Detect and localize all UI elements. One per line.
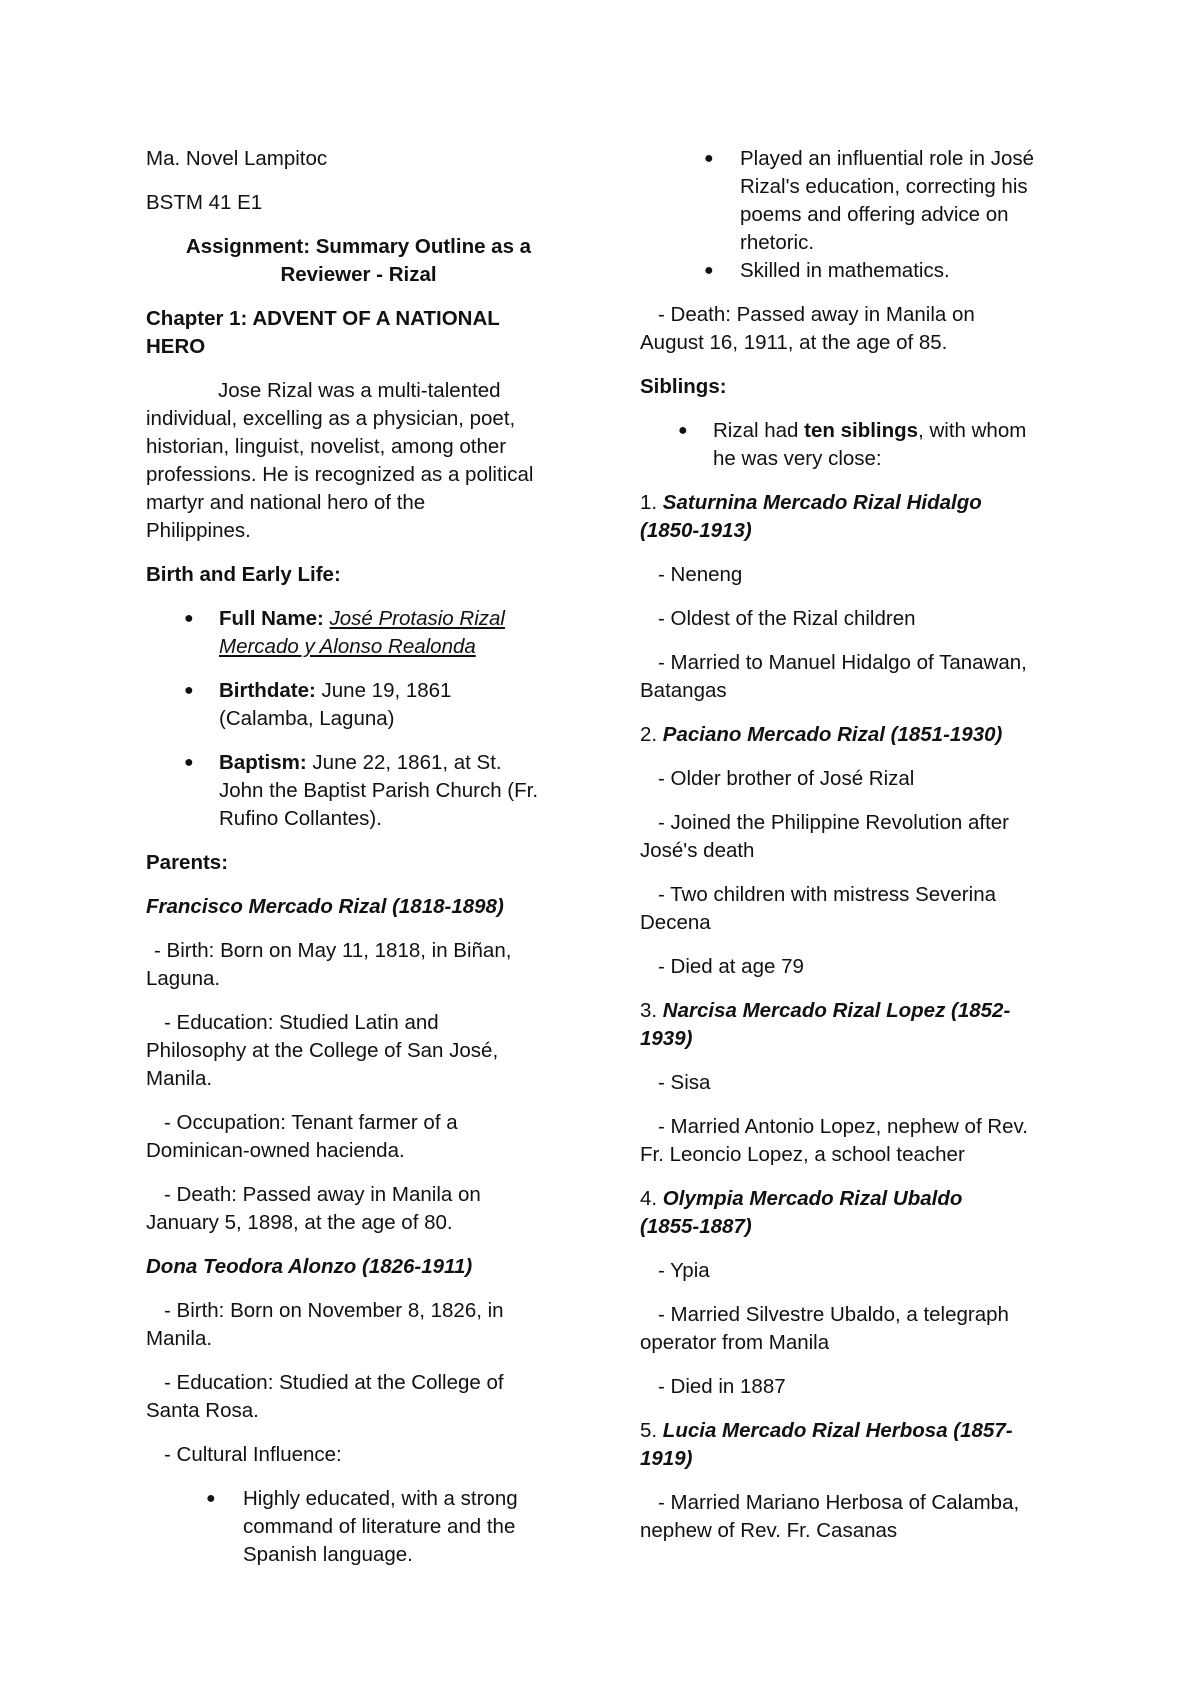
sibling-name: Olympia Mercado Rizal Ubaldo bbox=[662, 1187, 963, 1210]
birthdate-label: Birthdate: bbox=[219, 679, 316, 702]
mother-death: August 16, 1911, at the age of 85. bbox=[640, 331, 948, 354]
intro-line: professions. He is recognized as a political bbox=[146, 463, 534, 486]
sibling-detail: José's death bbox=[640, 839, 755, 862]
sibling-5-name bbox=[640, 1417, 1013, 1445]
father-detail: - Education: Studied Latin and bbox=[164, 1011, 439, 1034]
father-name: Francisco Mercado Rizal (1818-1898) bbox=[146, 895, 504, 918]
siblings-intro bbox=[713, 417, 1026, 445]
mother-detail: - Cultural Influence: bbox=[164, 1443, 342, 1466]
sibling-3-name bbox=[640, 997, 1010, 1025]
sibling-4-years: (1855-1887) bbox=[640, 1215, 752, 1238]
sibling-4-name bbox=[640, 1185, 962, 1213]
chapter-heading-line1: Chapter 1: ADVENT OF A NATIONAL bbox=[146, 307, 500, 330]
sibling-5-years: 1919) bbox=[640, 1447, 693, 1470]
intro-line: martyr and national hero of the bbox=[146, 491, 426, 514]
sibling-1-name bbox=[640, 489, 982, 517]
father-detail: Dominican-owned hacienda. bbox=[146, 1139, 405, 1162]
baptism-value-cont: Rufino Collantes). bbox=[219, 807, 382, 830]
sibling-detail: - Died at age 79 bbox=[658, 955, 804, 978]
intro-line: Philippines. bbox=[146, 519, 251, 542]
sibling-detail: Batangas bbox=[640, 679, 727, 702]
sibling-1-years: (1850-1913) bbox=[640, 519, 752, 542]
bullet-icon: ● bbox=[704, 262, 714, 279]
mother-name: Dona Teodora Alonzo (1826-1911) bbox=[146, 1255, 473, 1278]
baptism-label: Baptism: bbox=[219, 751, 307, 774]
siblings-count: ten siblings bbox=[804, 419, 919, 442]
baptism-value-cont: John the Baptist Parish Church (Fr. bbox=[219, 779, 539, 802]
mother-bullet: Played an influential role in José bbox=[740, 147, 1035, 170]
baptism-value: June 22, 1861, at St. bbox=[312, 751, 502, 774]
sibling-detail: - Ypia bbox=[658, 1259, 710, 1282]
chapter-heading-line2: HERO bbox=[146, 335, 206, 358]
siblings-intro-post: , with whom bbox=[918, 419, 1027, 442]
father-detail: January 5, 1898, at the age of 80. bbox=[146, 1211, 453, 1234]
father-detail: - Birth: Born on May 11, 1818, in Biñan, bbox=[154, 939, 512, 962]
intro-line: individual, excelling as a physician, poet, bbox=[146, 407, 516, 430]
sibling-detail: nephew of Rev. Fr. Casanas bbox=[640, 1519, 898, 1542]
siblings-intro-cont: he was very close: bbox=[713, 447, 882, 470]
mother-bullet: rhetoric. bbox=[740, 231, 815, 254]
sibling-detail: - Neneng bbox=[658, 563, 743, 586]
bullet-icon: ● bbox=[184, 682, 194, 699]
birthdate-place: (Calamba, Laguna) bbox=[219, 707, 395, 730]
bullet-icon: ● bbox=[206, 1490, 216, 1507]
sibling-number: 5. bbox=[640, 1419, 663, 1442]
sibling-detail: - Sisa bbox=[658, 1071, 711, 1094]
sibling-detail: - Oldest of the Rizal children bbox=[658, 607, 916, 630]
father-detail: - Occupation: Tenant farmer of a bbox=[164, 1111, 458, 1134]
sibling-detail: - Joined the Philippine Revolution after bbox=[658, 811, 1009, 834]
birthdate-value: June 19, 1861 bbox=[321, 679, 452, 702]
sibling-name: Saturnina Mercado Rizal Hidalgo bbox=[662, 491, 982, 514]
siblings-heading: Siblings: bbox=[640, 375, 727, 398]
birth-heading: Birth and Early Life: bbox=[146, 563, 341, 586]
assignment-title-line1: Assignment: Summary Outline as a bbox=[185, 235, 532, 258]
mother-bullet: Highly educated, with a strong bbox=[243, 1487, 518, 1510]
mother-bullet: poems and offering advice on bbox=[740, 203, 1009, 226]
sibling-number: 3. bbox=[640, 999, 663, 1022]
bullet-icon: ● bbox=[184, 610, 194, 627]
sibling-detail: - Older brother of José Rizal bbox=[658, 767, 915, 790]
mother-detail: Santa Rosa. bbox=[146, 1399, 259, 1422]
bullet-icon: ● bbox=[704, 150, 714, 167]
full-name-value: José Protasio Rizal bbox=[329, 607, 505, 630]
father-detail: Laguna. bbox=[146, 967, 221, 990]
sibling-name: Lucia Mercado Rizal Herbosa (1857- bbox=[662, 1419, 1013, 1442]
sibling-detail: - Married Silvestre Ubaldo, a telegraph bbox=[658, 1303, 1009, 1326]
class-section: BSTM 41 E1 bbox=[146, 191, 263, 214]
sibling-2-name bbox=[640, 721, 1002, 749]
father-detail: - Death: Passed away in Manila on bbox=[164, 1183, 481, 1206]
sibling-detail: - Married to Manuel Hidalgo of Tanawan, bbox=[658, 651, 1027, 674]
sibling-name: Narcisa Mercado Rizal Lopez (1852- bbox=[662, 999, 1011, 1022]
father-detail: Manila. bbox=[146, 1067, 213, 1090]
parents-heading: Parents: bbox=[146, 851, 229, 874]
birthdate-item bbox=[219, 677, 451, 705]
sibling-detail: operator from Manila bbox=[640, 1331, 830, 1354]
mother-bullet: Spanish language. bbox=[243, 1543, 413, 1566]
baptism-item bbox=[219, 749, 502, 777]
sibling-detail: - Married Mariano Herbosa of Calamba, bbox=[658, 1491, 1020, 1514]
sibling-detail: - Two children with mistress Severina bbox=[658, 883, 996, 906]
mother-death: - Death: Passed away in Manila on bbox=[658, 303, 975, 326]
full-name-item bbox=[219, 605, 505, 633]
assignment-title-line2: Reviewer - Rizal bbox=[280, 263, 437, 286]
sibling-detail: - Died in 1887 bbox=[658, 1375, 786, 1398]
sibling-detail: Decena bbox=[640, 911, 711, 934]
full-name-label: Full Name: bbox=[219, 607, 324, 630]
sibling-3-years: 1939) bbox=[640, 1027, 693, 1050]
sibling-number: 2. bbox=[640, 723, 663, 746]
sibling-number: 1. bbox=[640, 491, 663, 514]
siblings-intro-pre: Rizal had bbox=[713, 419, 805, 442]
intro-line: historian, linguist, novelist, among other bbox=[146, 435, 507, 458]
author-name: Ma. Novel Lampitoc bbox=[146, 147, 328, 170]
bullet-icon: ● bbox=[678, 422, 688, 439]
sibling-detail: Fr. Leoncio Lopez, a school teacher bbox=[640, 1143, 965, 1166]
mother-detail: - Education: Studied at the College of bbox=[164, 1371, 504, 1394]
full-name-value-cont: Mercado y Alonso Realonda bbox=[219, 635, 476, 658]
sibling-detail: - Married Antonio Lopez, nephew of Rev. bbox=[658, 1115, 1028, 1138]
sibling-number: 4. bbox=[640, 1187, 663, 1210]
mother-detail: Manila. bbox=[146, 1327, 213, 1350]
father-detail: Philosophy at the College of San José, bbox=[146, 1039, 499, 1062]
mother-detail: - Birth: Born on November 8, 1826, in bbox=[164, 1299, 504, 1322]
intro-line: Jose Rizal was a multi-talented bbox=[218, 379, 501, 402]
mother-bullet: command of literature and the bbox=[243, 1515, 516, 1538]
bullet-icon: ● bbox=[184, 754, 194, 771]
mother-bullet: Rizal's education, correcting his bbox=[740, 175, 1028, 198]
mother-bullet: Skilled in mathematics. bbox=[740, 259, 950, 282]
sibling-name: Paciano Mercado Rizal (1851-1930) bbox=[662, 723, 1003, 746]
